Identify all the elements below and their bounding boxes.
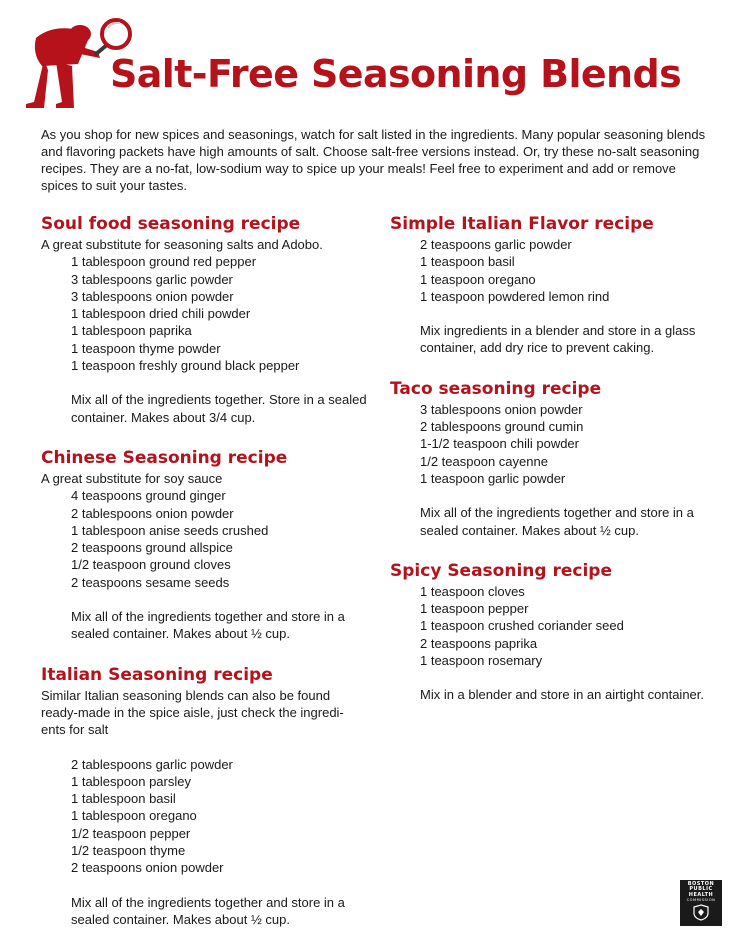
recipe-italian bbox=[41, 663, 376, 929]
ingredient-item: 1 teaspoon oregano bbox=[420, 271, 536, 287]
recipe-instructions: Mix ingredients in a blender and store in a glass container, add dry rice to prevent caking. bbox=[420, 323, 696, 356]
commission-logo bbox=[680, 880, 722, 926]
recipe-title: Soul food seasoning recipe bbox=[41, 214, 301, 234]
ingredient-item: 2 teaspoons sesame seeds bbox=[71, 574, 230, 590]
page-title: Salt-Free Seasoning Blends bbox=[110, 52, 682, 96]
ingredient-item: 1 teaspoon powdered lemon rind bbox=[420, 288, 610, 304]
recipe-description: Similar Italian seasoning blends can also be found ready-made in the spice aisle, just check the ingredi-ents for salt bbox=[41, 687, 344, 738]
logo-line: HEALTH bbox=[688, 891, 714, 898]
recipe-description: A great substitute for seasoning salts and Adobo. bbox=[41, 237, 323, 252]
ingredient-item: 1 teaspoon pepper bbox=[420, 601, 529, 617]
ingredient-item: 2 teaspoons onion powder bbox=[71, 860, 224, 876]
recipe-instructions: Mix in a blender and store in an airtight container. bbox=[420, 687, 705, 703]
ingredient-item: 1 tablespoon paprika bbox=[71, 323, 192, 339]
ingredient-list bbox=[41, 756, 376, 877]
ingredient-item: 1 teaspoon basil bbox=[420, 254, 515, 270]
ingredient-item: 3 tablespoons onion powder bbox=[420, 401, 583, 417]
ingredient-item: 1 teaspoon thyme powder bbox=[71, 340, 221, 356]
ingredient-item: 1 tablespoon ground red pepper bbox=[71, 254, 257, 270]
ingredient-item: 2 tablespoons ground cumin bbox=[420, 419, 584, 435]
recipe-title: Spicy Seasoning recipe bbox=[390, 560, 612, 581]
ingredient-item: 2 teaspoons ground allspice bbox=[71, 540, 233, 556]
right-column bbox=[390, 212, 725, 704]
recipe-instructions: Mix all of the ingredients together and store in a sealed container. Makes about ½ cup. bbox=[420, 505, 694, 538]
recipe-simple-italian bbox=[390, 212, 725, 357]
ingredient-item: 1/2 teaspoon cayenne bbox=[420, 453, 548, 469]
recipe-instructions: Mix all of the ingredients together and store in a sealed container. Makes about ½ cup. bbox=[71, 609, 345, 642]
ingredient-item: 1/2 teaspoon ground cloves bbox=[71, 557, 231, 573]
recipe-title: Italian Seasoning recipe bbox=[41, 664, 273, 685]
ingredient-item: 1 teaspoon freshly ground black pepper bbox=[71, 358, 300, 374]
ingredient-item: 2 teaspoons paprika bbox=[420, 635, 538, 651]
ingredient-item: 1/2 teaspoon thyme bbox=[71, 843, 186, 859]
recipe-title: Taco seasoning recipe bbox=[390, 378, 602, 399]
ingredient-list bbox=[390, 583, 725, 669]
ingredient-list bbox=[41, 487, 376, 591]
recipe-description: A great substitute for soy sauce bbox=[41, 470, 223, 486]
ingredient-item: 2 teaspoons garlic powder bbox=[420, 237, 572, 252]
ingredient-item: 1 teaspoon garlic powder bbox=[420, 470, 566, 486]
ingredient-item: 1 teaspoon crushed coriander seed bbox=[420, 618, 624, 634]
recipe-taco bbox=[390, 377, 725, 539]
ingredient-list bbox=[390, 236, 725, 305]
ingredient-item: 1/2 teaspoon pepper bbox=[71, 825, 191, 841]
ingredient-item: 1 tablespoon parsley bbox=[71, 773, 191, 789]
recipe-instructions: Mix all of the ingredients together. Store in a sealed container. Makes about 3/4 cup. bbox=[71, 392, 367, 425]
ingredient-item: 1 teaspoon cloves bbox=[420, 583, 525, 599]
ingredient-item: 1 tablespoon anise seeds crushed bbox=[71, 522, 269, 538]
logo-line: BOSTON bbox=[687, 881, 715, 887]
recipe-chinese bbox=[41, 446, 376, 643]
recipe-soul-food bbox=[41, 212, 376, 426]
recipe-title: Simple Italian Flavor recipe bbox=[390, 214, 654, 234]
ingredient-list bbox=[41, 253, 376, 374]
logo-line: COMMISSION bbox=[686, 898, 716, 903]
recipe-title: Chinese Seasoning recipe bbox=[41, 447, 288, 468]
logo-line: PUBLIC bbox=[689, 886, 713, 893]
recipe-spicy bbox=[390, 559, 725, 704]
ingredient-item: 2 tablespoons garlic powder bbox=[71, 756, 233, 772]
ingredient-item: 1-1/2 teaspoon chili powder bbox=[420, 436, 579, 452]
ingredient-item: 3 tablespoons onion powder bbox=[71, 288, 234, 304]
ingredient-item: 2 tablespoons onion powder bbox=[71, 505, 234, 521]
ingredient-item: 1 tablespoon dried chili powder bbox=[71, 306, 251, 322]
left-column bbox=[41, 212, 376, 928]
recipe-instructions: Mix all of the ingredients together and store in a sealed container. Makes about ½ cup. bbox=[71, 894, 345, 927]
ingredient-item: 1 tablespoon oregano bbox=[71, 808, 197, 824]
ingredient-item: 1 tablespoon basil bbox=[71, 791, 176, 807]
ingredient-list bbox=[390, 401, 725, 487]
ingredient-item: 4 teaspoons ground ginger bbox=[71, 488, 226, 504]
intro-paragraph: As you shop for new spices and seasonings, watch for salt listed in the ingredients. Many popular seasoning blends and flavoring packets have high amounts of salt. Choose salt-free versions instead. Or, try these no-salt seasoning recipes. They are a no-fat, low-sodium way to spice up your meals! Feel free to experiment and add or remove spices to suit your tastes. bbox=[41, 127, 706, 193]
ingredient-item: 3 tablespoons garlic powder bbox=[71, 271, 233, 287]
shield-icon bbox=[693, 904, 709, 921]
ingredient-item: 1 teaspoon rosemary bbox=[420, 653, 543, 669]
